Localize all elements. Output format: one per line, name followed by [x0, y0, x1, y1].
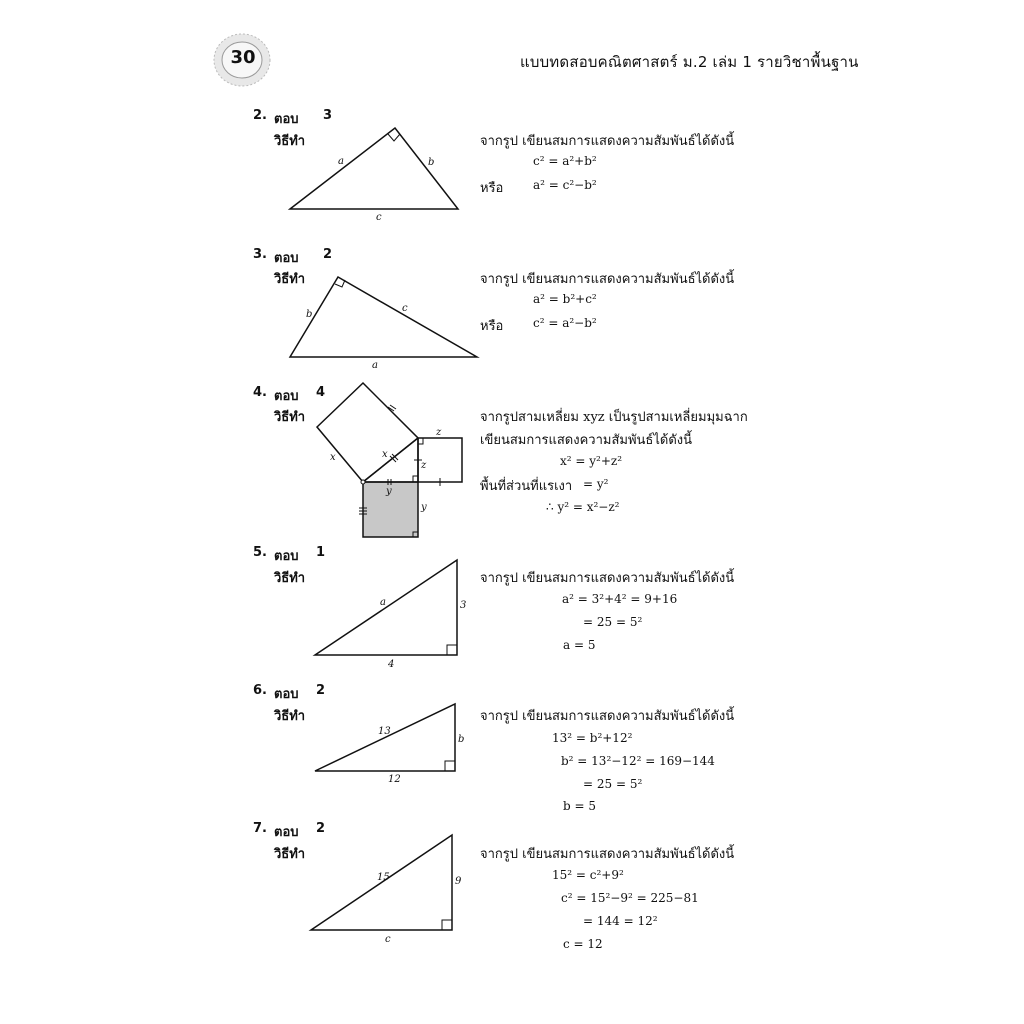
q4-label-x-outer: x — [330, 452, 336, 463]
q2-or-label: หรือ — [480, 181, 504, 196]
q5-number: 5. — [253, 545, 267, 560]
q4-label-z-top: z — [436, 427, 442, 438]
q2-intro: จากรูป เขียนสมการแสดงความสัมพันธ์ได้ดังนี้ — [480, 134, 735, 149]
q5-triangle-figure — [310, 555, 480, 670]
q3-label-a: a — [372, 360, 378, 371]
q5-label-3: 3 — [460, 600, 467, 611]
q5-label-a: a — [380, 597, 386, 608]
q6-triangle-figure — [310, 700, 480, 790]
q7-eq4: c = 12 — [563, 937, 603, 951]
q4-eq1: x² = y²+z² — [560, 454, 623, 468]
q7-answer-label: ตอบ — [274, 825, 299, 840]
q4-label-y-inner: y — [386, 486, 392, 497]
q2-label-c: c — [376, 212, 382, 223]
q7-eq3: = 144 = 12² — [583, 914, 658, 928]
q7-method-label: วิธีทำ — [274, 847, 306, 862]
q6-answer: 2 — [316, 683, 326, 698]
q6-label-12: 12 — [388, 774, 401, 785]
q5-label-4: 4 — [388, 659, 395, 670]
q4-method-label: วิธีทำ — [274, 410, 306, 425]
q5-method-label: วิธีทำ — [274, 571, 306, 586]
q5-answer: 1 — [316, 545, 326, 560]
q6-eq4: b = 5 — [563, 799, 596, 813]
q7-eq2: c² = 15²−9² = 225−81 — [561, 891, 699, 905]
q5-intro: จากรูป เขียนสมการแสดงความสัมพันธ์ได้ดังนี้ — [480, 571, 735, 586]
q2-label-a: a — [338, 156, 344, 167]
q4-eq2: = y² — [583, 477, 609, 491]
q6-eq2: b² = 13²−12² = 169−144 — [561, 754, 715, 768]
q4-label-z-inner: z — [421, 460, 427, 471]
book-title: แบบทดสอบคณิตศาสตร์ ม.2 เล่ม 1 รายวิชาพื้นฐาน — [520, 53, 859, 71]
q3-label-b: b — [306, 309, 313, 320]
q7-label-9: 9 — [455, 876, 462, 887]
q4-eq3: ∴ y² = x²−z² — [546, 500, 620, 514]
q7-eq1: 15² = c²+9² — [552, 868, 624, 882]
q3-number: 3. — [253, 247, 267, 262]
q4-intro-line2: เขียนสมการแสดงความสัมพันธ์ได้ดังนี้ — [480, 433, 693, 448]
q6-label-13: 13 — [378, 726, 391, 737]
q3-or-label: หรือ — [480, 319, 504, 334]
q3-label-c: c — [402, 303, 408, 314]
q5-eq1: a² = 3²+4² = 9+16 — [562, 592, 678, 606]
q7-label-c: c — [385, 934, 391, 945]
q6-number: 6. — [253, 683, 267, 698]
q6-eq1: 13² = b²+12² — [552, 731, 633, 745]
q2-answer: 3 — [323, 108, 333, 123]
q4-label-x-inner: x — [382, 449, 388, 460]
page-number: 30 — [230, 47, 256, 68]
q4-number: 4. — [253, 385, 267, 400]
q2-method-label: วิธีทำ — [274, 134, 306, 149]
q5-answer-label: ตอบ — [274, 549, 299, 564]
q6-answer-label: ตอบ — [274, 687, 299, 702]
q4-answer: 4 — [316, 385, 326, 400]
q6-eq3: = 25 = 5² — [583, 777, 643, 791]
q3-eq2: c² = a²−b² — [533, 316, 597, 330]
q4-shaded-label: พื้นที่ส่วนที่แรเงา — [480, 479, 573, 494]
q2-triangle-figure — [280, 120, 480, 230]
q5-eq3: a = 5 — [563, 638, 596, 652]
q3-eq1: a² = b²+c² — [533, 292, 597, 306]
q3-answer: 2 — [323, 247, 333, 262]
q4-answer-label: ตอบ — [274, 389, 299, 404]
q2-label-b: b — [428, 157, 435, 168]
q7-number: 7. — [253, 821, 267, 836]
q7-answer: 2 — [316, 821, 326, 836]
q7-label-15: 15 — [377, 872, 390, 883]
q5-eq2: = 25 = 5² — [583, 615, 643, 629]
q2-eq2: a² = c²−b² — [533, 178, 597, 192]
q3-method-label: วิธีทำ — [274, 272, 306, 287]
q2-answer-label: ตอบ — [274, 112, 299, 127]
q2-eq1: c² = a²+b² — [533, 154, 597, 168]
q3-answer-label: ตอบ — [274, 251, 299, 266]
q6-label-b: b — [458, 734, 465, 745]
q3-intro: จากรูป เขียนสมการแสดงความสัมพันธ์ได้ดังนี้ — [480, 272, 735, 287]
q7-triangle-figure — [305, 830, 480, 948]
q4-intro-line1: จากรูปสามเหลี่ยม xyz เป็นรูปสามเหลี่ยมมุมฉาก — [480, 410, 748, 425]
q6-intro: จากรูป เขียนสมการแสดงความสัมพันธ์ได้ดังนี้ — [480, 709, 735, 724]
q6-method-label: วิธีทำ — [274, 709, 306, 724]
q7-intro: จากรูป เขียนสมการแสดงความสัมพันธ์ได้ดังนี้ — [480, 847, 735, 862]
q3-triangle-figure — [280, 265, 490, 375]
q4-label-y-outer: y — [421, 502, 427, 513]
q2-number: 2. — [253, 108, 267, 123]
q4-squares-figure — [310, 380, 470, 542]
